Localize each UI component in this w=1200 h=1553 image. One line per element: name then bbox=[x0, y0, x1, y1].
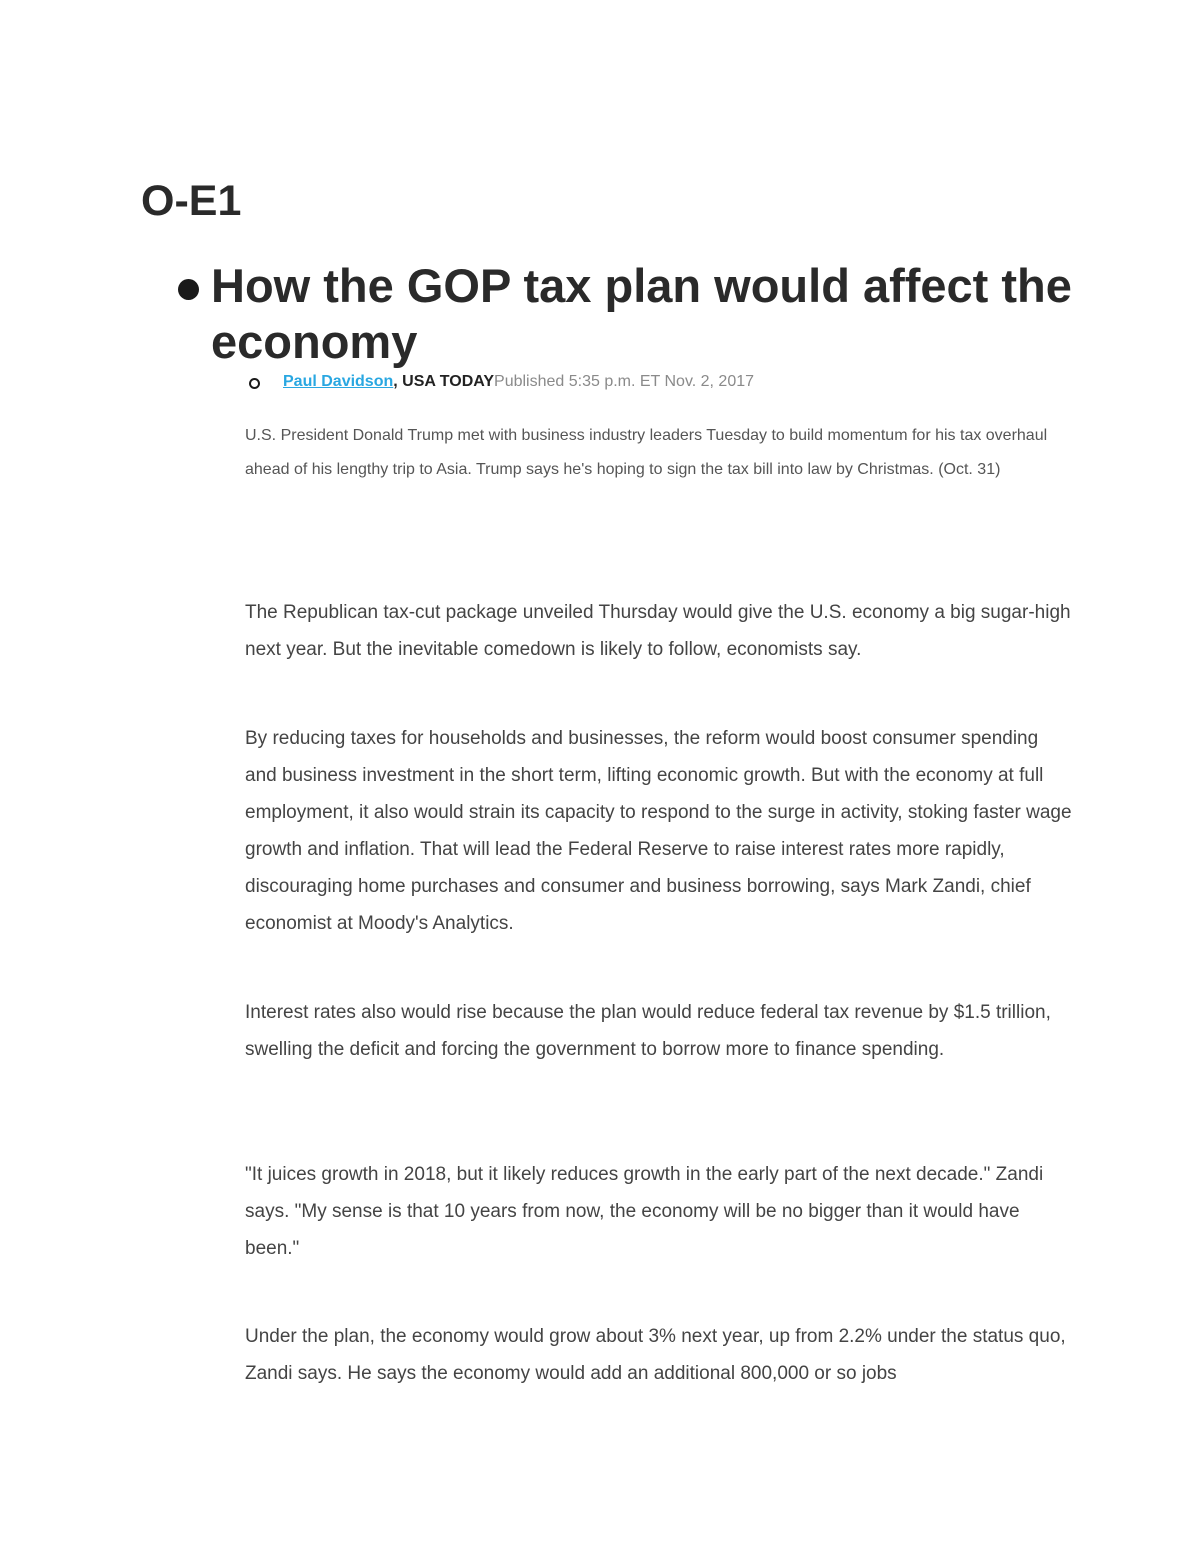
bullet-disc-icon bbox=[178, 279, 199, 300]
video-caption: U.S. President Donald Trump met with business industry leaders Tuesday to build momentum for his tax overhaul ahead of his lengthy trip to Asia. Trump says he's hoping to sign the tax bill into law by Christmas. (Oct. 31) bbox=[245, 427, 1048, 478]
article-paragraph: "It juices growth in 2018, but it likely reduces growth in the early part of the next decade." Zandi says. "My sense is that 10 years from now, the economy will be no bigger than it would have been." bbox=[245, 1164, 1044, 1259]
article-paragraph: Interest rates also would rise because the plan would reduce federal tax revenue by $1.5 trillion, swelling the deficit and forcing the government to borrow more to finance spending. bbox=[245, 1002, 1051, 1060]
byline-separator: , bbox=[393, 373, 403, 390]
author-link[interactable]: Paul Davidson bbox=[283, 373, 394, 390]
article-headline: How the GOP tax plan would affect the economy bbox=[211, 259, 1072, 368]
article-paragraph: By reducing taxes for households and businesses, the reform would boost consumer spending and business investment in the short term, lifting economic growth. But with the economy at full employment, it also would strain its capacity to respond to the surge in activity, stoking faster wage growth and inflation. That will lead the Federal Reserve to raise interest rates more rapidly, discouraging home purchases and consumer and business borrowing, says Mark Zandi, chief economist at Moody's Analytics. bbox=[245, 728, 1072, 934]
outlet-name: USA TODAY bbox=[402, 373, 495, 390]
published-date: Published 5:35 p.m. ET Nov. 2, 2017 bbox=[494, 373, 755, 390]
bullet-circle-icon bbox=[249, 378, 260, 389]
article-paragraph: Under the plan, the economy would grow about 3% next year, up from 2.2% under the status quo, Zandi says. He says the economy would add an additional 800,000 or so jobs bbox=[245, 1326, 1066, 1384]
document-title: O-E1 bbox=[141, 177, 242, 225]
article-paragraph: The Republican tax-cut package unveiled Thursday would give the U.S. economy a big sugar-high next year. But the inevitable comedown is likely to follow, economists say. bbox=[245, 602, 1071, 660]
byline bbox=[283, 371, 754, 393]
